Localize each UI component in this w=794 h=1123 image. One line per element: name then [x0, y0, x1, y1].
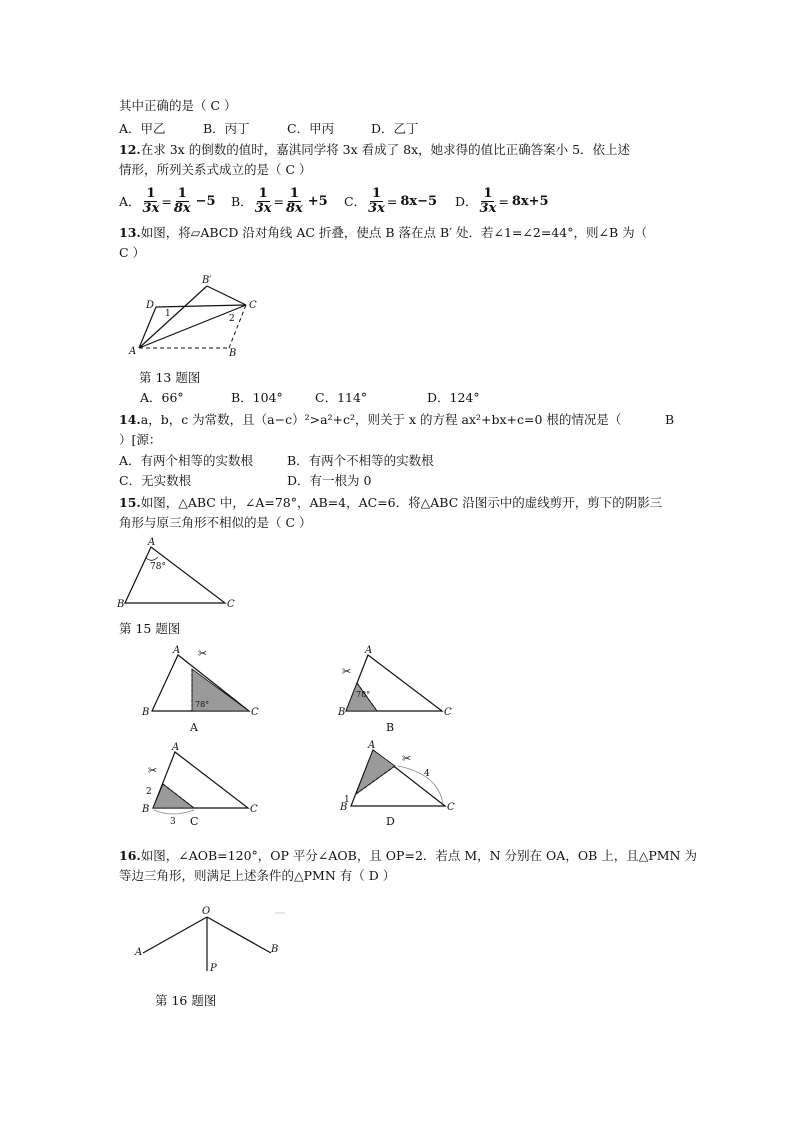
q15-c-length-arc [154, 810, 194, 814]
q14-line1 [119, 412, 621, 428]
q12-option-c [344, 184, 437, 218]
q15-b-label-b: B [338, 707, 346, 718]
q15-a-label-a: A [173, 645, 181, 656]
q12-d-tail: 8x+5 [511, 193, 549, 209]
q12-c-den1: 3x [368, 200, 385, 216]
q15-d-shaded-triangle [356, 750, 395, 794]
q12-option-d [455, 184, 549, 218]
q15-c-length-bottom: 3 [170, 817, 176, 827]
q11-option-c: C．甲丙 [287, 121, 335, 136]
q12-a-eq: = [161, 193, 172, 209]
q14-option-a: A．有两个相等的实数根 [119, 453, 254, 468]
q15-d-length-left: 1 [344, 795, 350, 805]
q15-d-label-a: A [368, 740, 376, 751]
q15-panel-a-label: A [190, 721, 198, 734]
q13-number: 13. [119, 225, 141, 240]
q14-answer: B [665, 412, 675, 427]
q16-caption: 第 16 题图 [155, 993, 217, 1008]
q14-number: 14. [119, 412, 141, 427]
q12-c-tail: 8x−5 [400, 193, 438, 209]
q12-c-eq: = [386, 193, 398, 209]
q13-edge-b1c [207, 286, 246, 305]
scissors-icon: ✂ [402, 752, 412, 765]
q13-diagonal-ac [139, 305, 246, 348]
q16-label-o: O [202, 906, 211, 917]
q12-a-den1: 3x [142, 200, 160, 216]
q12-number: 12. [119, 142, 141, 157]
q15-d-label-c: C [447, 802, 455, 813]
q13-angle-1: 1 [165, 309, 171, 319]
q15-main-angle-arc [146, 557, 158, 560]
q15-main-triangle [125, 547, 225, 603]
q12-d-den1: 3x [479, 200, 497, 216]
q12-option-d-label: D． [455, 194, 478, 209]
q15-c-label-a: A [172, 742, 180, 753]
q13-caption: 第 13 题图 [139, 370, 201, 385]
q15-number: 15. [119, 495, 141, 510]
q14-option-c: C．无实数根 [119, 473, 192, 488]
q15-line1 [119, 495, 662, 511]
q15-a-label-b: B [142, 707, 150, 718]
q11-option-d: D．乙丁 [371, 121, 419, 136]
q15-a-label-c: C [251, 707, 259, 718]
q16-label-b: B [271, 944, 279, 955]
q13-edge-ab1 [139, 286, 207, 348]
q12-b-den2: 8x [285, 200, 303, 216]
q15-b-label-a: A [365, 645, 373, 656]
q15-panel-c-label: C [190, 815, 199, 828]
q16-ray-ob [207, 917, 271, 953]
q15-panel-a-figure [140, 645, 265, 720]
q12-option-b [231, 184, 328, 218]
q15-panel-d-figure [338, 740, 463, 818]
q13-angle-2: 2 [229, 314, 235, 324]
q13-option-c: C．114° [315, 390, 368, 405]
q15-main-label-a: A [148, 537, 156, 548]
q11-option-a: A．甲乙 [119, 121, 166, 136]
q13-label-b: B [229, 348, 237, 359]
q13-line2: C ） [119, 245, 146, 260]
q16-label-p: P [210, 963, 217, 974]
q15-c-length-left: 2 [146, 787, 152, 797]
q12-a-num1: 1 [146, 185, 156, 201]
q14-option-d: D．有一根为 0 [287, 473, 372, 488]
q16-number: 16. [119, 848, 141, 863]
q12-option-a [119, 184, 216, 218]
q13-figure [125, 272, 275, 362]
q13-option-b: B．104° [231, 390, 283, 405]
q12-d-eq: = [498, 193, 509, 209]
q15-a-angle-label: 78° [195, 700, 210, 709]
q15-text1: 如图，△ABC 中，∠A=78°，AB=4，AC=6．将△ABC 沿图示中的虚线剪开，剪下的阴影三 [140, 495, 663, 510]
q12-option-c-label: C． [344, 194, 367, 209]
q16-figure [135, 905, 295, 985]
q13-edge-dc [156, 305, 246, 307]
q15-panel-d-label: D [386, 815, 395, 828]
q12-a-frac2 [174, 187, 191, 216]
q14-option-b: B．有两个不相等的实数根 [287, 453, 434, 468]
q12-b-frac2 [286, 187, 303, 216]
q15-main-label-b: B [117, 599, 125, 610]
scissors-icon: ✂ [342, 665, 352, 678]
q15-c-shaded-triangle [153, 784, 194, 808]
q14-text1: a，b，c 为常数，且（a−c）²>a²+c²，则关于 x 的方程 ax²+bx+c=0 根的情况是（ [140, 412, 622, 427]
q12-b-den1: 3x [254, 200, 272, 216]
q12-b-tail: +5 [307, 193, 328, 209]
q15-main-figure [115, 535, 240, 620]
q12-option-b-label: B． [231, 194, 253, 209]
q12-a-frac1 [143, 187, 160, 216]
q15-d-label-b: B [340, 802, 348, 813]
q12-text1: 在求 3x 的倒数的值时，嘉淇同学将 3x 看成了 8x，她求得的值比正确答案小 5．依上述 [140, 142, 631, 157]
q16-text1: 如图，∠AOB=120°，OP 平分∠AOB，且 OP=2．若点 M，N 分别在 OA，OB 上，且△PMN 为 [140, 848, 697, 863]
q12-a-den2: 8x [173, 200, 191, 216]
q15-panel-b-label: B [386, 721, 395, 734]
q12-d-num1: 1 [483, 185, 493, 201]
q15-main-label-c: C [227, 599, 235, 610]
q12-c-num1: 1 [371, 185, 381, 201]
q12-option-a-label: A． [119, 194, 141, 209]
q15-c-label-c: C [250, 804, 258, 815]
q15-panel-b-figure [338, 645, 463, 720]
q12-d-frac1 [480, 187, 497, 216]
q15-c-label-b: B [142, 804, 150, 815]
q15-b-angle-label: 78° [356, 690, 371, 699]
q16-line1 [119, 848, 697, 864]
q15-d-length-arc [398, 766, 443, 804]
q12-a-tail: −5 [195, 193, 216, 209]
scissors-icon: ✂ [198, 647, 208, 660]
q13-label-c: C [249, 300, 257, 311]
q12-a-num2: 1 [177, 185, 187, 201]
q12-b-eq: = [273, 193, 284, 209]
q13-label-a: A [129, 346, 137, 357]
q16-line2: 等边三角形，则满足上述条件的△PMN 有（ D ） [119, 868, 396, 883]
q16-label-a: A [135, 947, 143, 958]
scissors-icon: ✂ [148, 764, 158, 777]
q12-b-num1: 1 [258, 185, 268, 201]
q14-line2: ）[源： [119, 432, 162, 447]
q13-option-a: A．66° [140, 390, 184, 405]
q15-line2: 角形与原三角形不相似的是（ C ） [119, 515, 312, 530]
q16-ray-oa [143, 917, 207, 953]
q12-b-frac1 [255, 187, 272, 216]
q15-main-angle-label: 78° [150, 562, 166, 572]
q12-c-frac1 [368, 187, 385, 216]
q12-line2: 情形，所列关系式成立的是（ C ） [119, 162, 312, 177]
q13-label-d: D [146, 300, 155, 311]
q11-option-b: B．丙丁 [203, 121, 250, 136]
q12-b-num2: 1 [289, 185, 299, 201]
q13-text1: 如图，将▱ABCD 沿对角线 AC 折叠，使点 B 落在点 B′ 处．若∠1=∠2=44°，则∠B 为（ [140, 225, 648, 240]
q15-b-label-c: C [444, 707, 452, 718]
q15-panel-c-figure [140, 742, 265, 827]
q11-stem-tail: 其中正确的是（ C ） [119, 98, 237, 113]
q15-d-length-right: 4 [424, 769, 430, 779]
q13-label-b-prime: B′ [202, 275, 212, 286]
q12-line1 [119, 142, 630, 158]
q13-line1 [119, 225, 647, 241]
q15-caption: 第 15 题图 [119, 621, 181, 636]
q13-option-d: D．124° [427, 390, 480, 405]
